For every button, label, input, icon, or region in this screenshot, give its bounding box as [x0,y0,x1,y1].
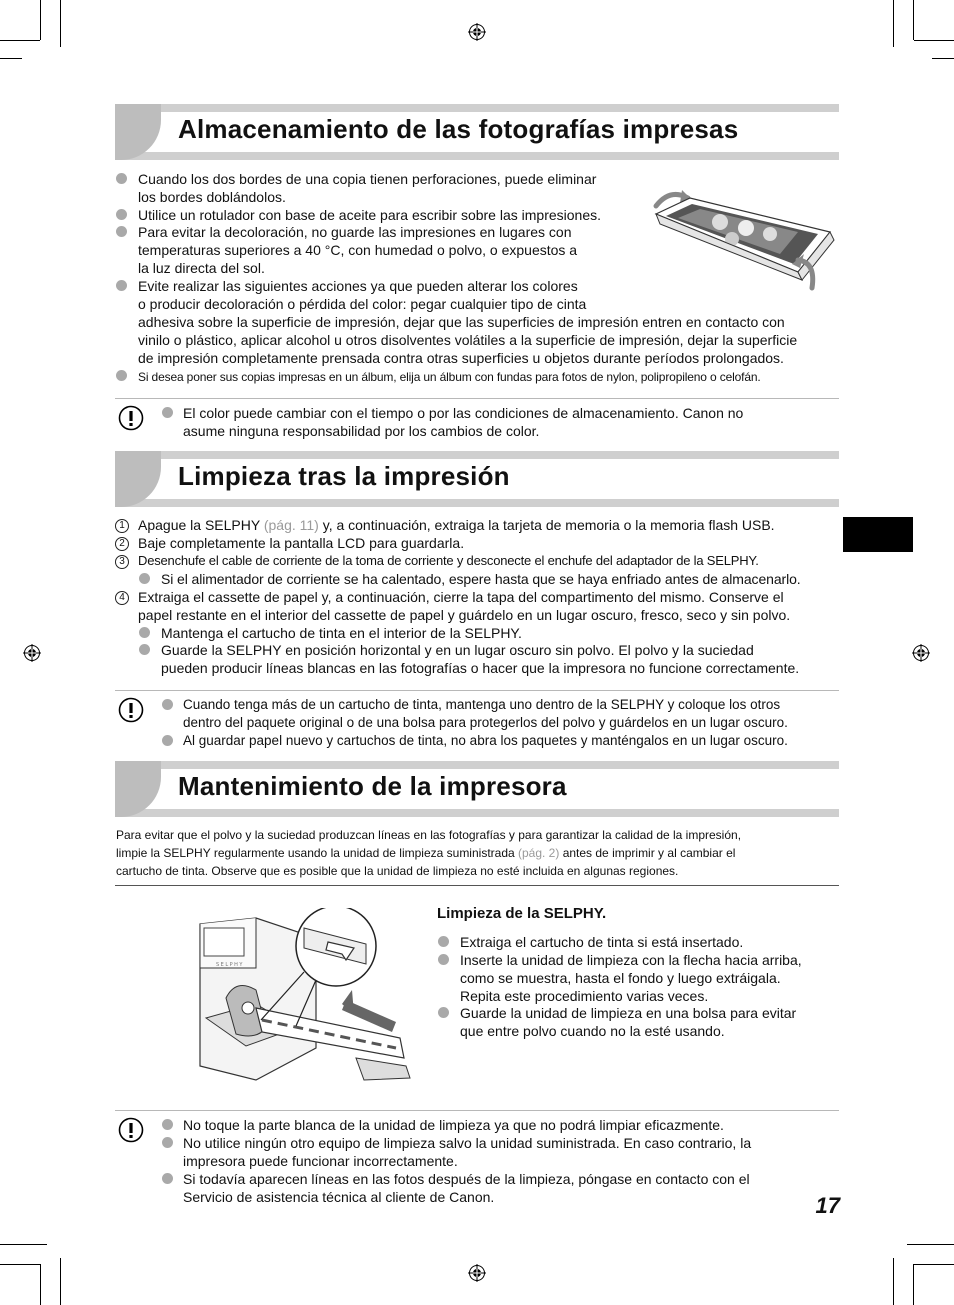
section-header-cleaning-after-print [115,451,839,507]
caution-text: No toque la parte blanca de la unidad de limpieza ya que no podrá limpiar eficazmente. [183,1117,724,1133]
printer-brand-label: SELPHY [216,962,244,968]
bullet-text: Evite realizar las siguientes acciones ya que pueden alterar los colores [138,278,578,294]
bullet-text: Repita este procedimiento varias veces. [460,988,709,1004]
step-text: Baje completamente la pantalla LCD para guardarla. [138,535,465,551]
bullet-text: de impresión completamente prensada contra otras superficies u objetos durante períodos prolongados. [138,350,784,366]
bullet-dot [438,1007,449,1018]
bullet-dot [139,573,150,584]
bullet-text: Cuando los dos bordes de una copia tienen perforaciones, puede eliminar [138,171,597,187]
bullet-dot [139,644,150,655]
step-text: papel restante en el interior del cassette de papel y guárdelo en un lugar oscuro, fresco, seco y sin polvo. [138,607,791,623]
bullet-dot [116,209,127,220]
step-number: 1 [115,519,129,533]
registration-mark-bottom [468,1264,486,1282]
page-number: 17 [815,1193,840,1218]
bullet-text: como se muestra, hasta el fondo y luego extráigala. [460,970,781,986]
section-title: Almacenamiento de las fotografías impresas [178,114,739,144]
step-number: 3 [115,555,129,569]
photo-bending-illustration [648,184,838,294]
divider [115,398,839,399]
bullet-text: la luz directa del sol. [138,260,265,276]
caution-text: impresora puede funcionar incorrectamente. [183,1153,458,1169]
sub-bullet-text: pueden producir líneas blancas en las fotografías o hacer que la impresora no funcione correctamente. [161,660,800,676]
bullet-dot [162,699,173,710]
step-text: Desenchufe el cable de corriente de la toma de corriente y desconecte el enchufe del adaptador de la SELPHY. [138,553,759,568]
section-title: Limpieza tras la impresión [178,461,510,491]
bullet-text: Guarde la unidad de limpieza en una bolsa para evitar [460,1005,797,1021]
bullet-text: los bordes doblándolos. [138,189,286,205]
intro-text: cartucho de tinta. Observe que es posible que la unidad de limpieza no esté incluida en algunas regiones. [116,864,679,878]
bullet-dot [116,280,127,291]
caution-text: Servicio de asistencia técnica al cliente de Canon. [183,1189,495,1205]
bullet-text: Extraiga el cartucho de tinta si está insertado. [460,934,744,950]
chapter-side-tab [843,517,913,552]
caution-icon [118,697,144,723]
divider [115,690,839,691]
step-number: 4 [115,591,129,605]
bullet-dot [139,627,150,638]
step-text: Apague la SELPHY (pág. 11) y, a continuación, extraiga la tarjeta de memoria o la memoria flash USB. [138,517,775,533]
sub-bullet-text: Guarde la SELPHY en posición horizontal y en un lugar oscuro sin polvo. El polvo y la suciedad [161,642,754,658]
bullet-dot [162,1119,173,1130]
divider [115,1110,839,1111]
caution-text: Si todavía aparecen líneas en las fotos después de la limpieza, póngase en contacto con el [183,1171,750,1187]
bullet-dot [116,226,127,237]
intro-text: Para evitar que el polvo y la suciedad produzcan líneas en las fotografías y para garantizar la calidad de la impresión, [116,828,742,842]
bullet-text: Si desea poner sus copias impresas en un álbum, elija un álbum con fundas para fotos de nylon, polipropileno o celofán. [138,370,761,384]
bullet-text: Inserte la unidad de limpieza con la flecha hacia arriba, [460,952,802,968]
bullet-dot [438,936,449,947]
registration-mark-top [468,23,486,41]
registration-mark-right [912,644,930,662]
caution-icon [118,405,144,431]
bullet-text: o producir decoloración o pérdida del color: pegar cualquier tipo de cinta [138,296,587,312]
step-text: Extraiga el cassette de papel y, a continuación, cierre la tapa del compartimento del mismo. Conserve el [138,589,784,605]
bullet-text: Para evitar la decoloración, no guarde las impresiones en lugares con [138,224,572,240]
caution-text: asume ninguna responsabilidad por los cambios de color. [183,423,540,439]
step-number: 2 [115,537,129,551]
caution-text: El color puede cambiar con el tiempo o por las condiciones de almacenamiento. Canon no [183,405,744,421]
caution-text: dentro del paquete original o de una bolsa para protegerlos del polvo y guárdelos en un lugar oscuro. [183,715,788,730]
divider [115,885,839,886]
section-header-maintenance [115,761,839,817]
printer-cleaning-illustration [196,908,416,1092]
bullet-dot [162,407,173,418]
bullet-text: que entre polvo cuando no la esté usando. [460,1023,725,1039]
bullet-dot [116,173,127,184]
bullet-dot [162,1173,173,1184]
section-title: Mantenimiento de la impresora [178,771,567,801]
registration-mark-left [23,644,41,662]
bullet-text: adhesiva sobre la superficie de impresión, dejar que las superficies de impresión entren en contacto con [138,314,785,330]
sub-bullet-text: Mantenga el cartucho de tinta en el interior de la SELPHY. [161,625,522,641]
bullet-dot [162,1137,173,1148]
section-header-storage [115,104,839,160]
bullet-dot [162,735,173,746]
bullet-dot [116,370,127,381]
intro-text: limpie la SELPHY regularmente usando la unidad de limpieza suministrada (pág. 2) antes de imprimir y al cambiar el [116,846,736,860]
caution-text: No utilice ningún otro equipo de limpieza salvo la unidad suministrada. En caso contrario, la [183,1135,752,1151]
sub-section-title: Limpieza de la SELPHY. [437,905,607,922]
bullet-text: temperaturas superiores a 40 °C, con humedad o polvo, o expuestos a [138,242,578,258]
caution-text: Al guardar papel nuevo y cartuchos de tinta, no abra los paquetes y manténgalos en un lugar oscuro. [183,733,788,748]
caution-text: Cuando tenga más de un cartucho de tinta, mantenga uno dentro de la SELPHY y coloque los otros [183,697,781,712]
bullet-text: Utilice un rotulador con base de aceite para escribir sobre las impresiones. [138,207,602,223]
caution-icon [118,1117,144,1143]
sub-bullet-text: Si el alimentador de corriente se ha calentado, espere hasta que se haya enfriado antes de almacenarlo. [161,571,801,587]
page-ref-link[interactable]: (pág. 2) [518,846,560,860]
bullet-dot [438,954,449,965]
bullet-text: vinilo o plástico, aplicar alcohol u otros disolventes volátiles a la superficie de impresión, dejar la superficie [138,332,798,348]
page-ref-link[interactable]: (pág. 11) [263,517,319,533]
